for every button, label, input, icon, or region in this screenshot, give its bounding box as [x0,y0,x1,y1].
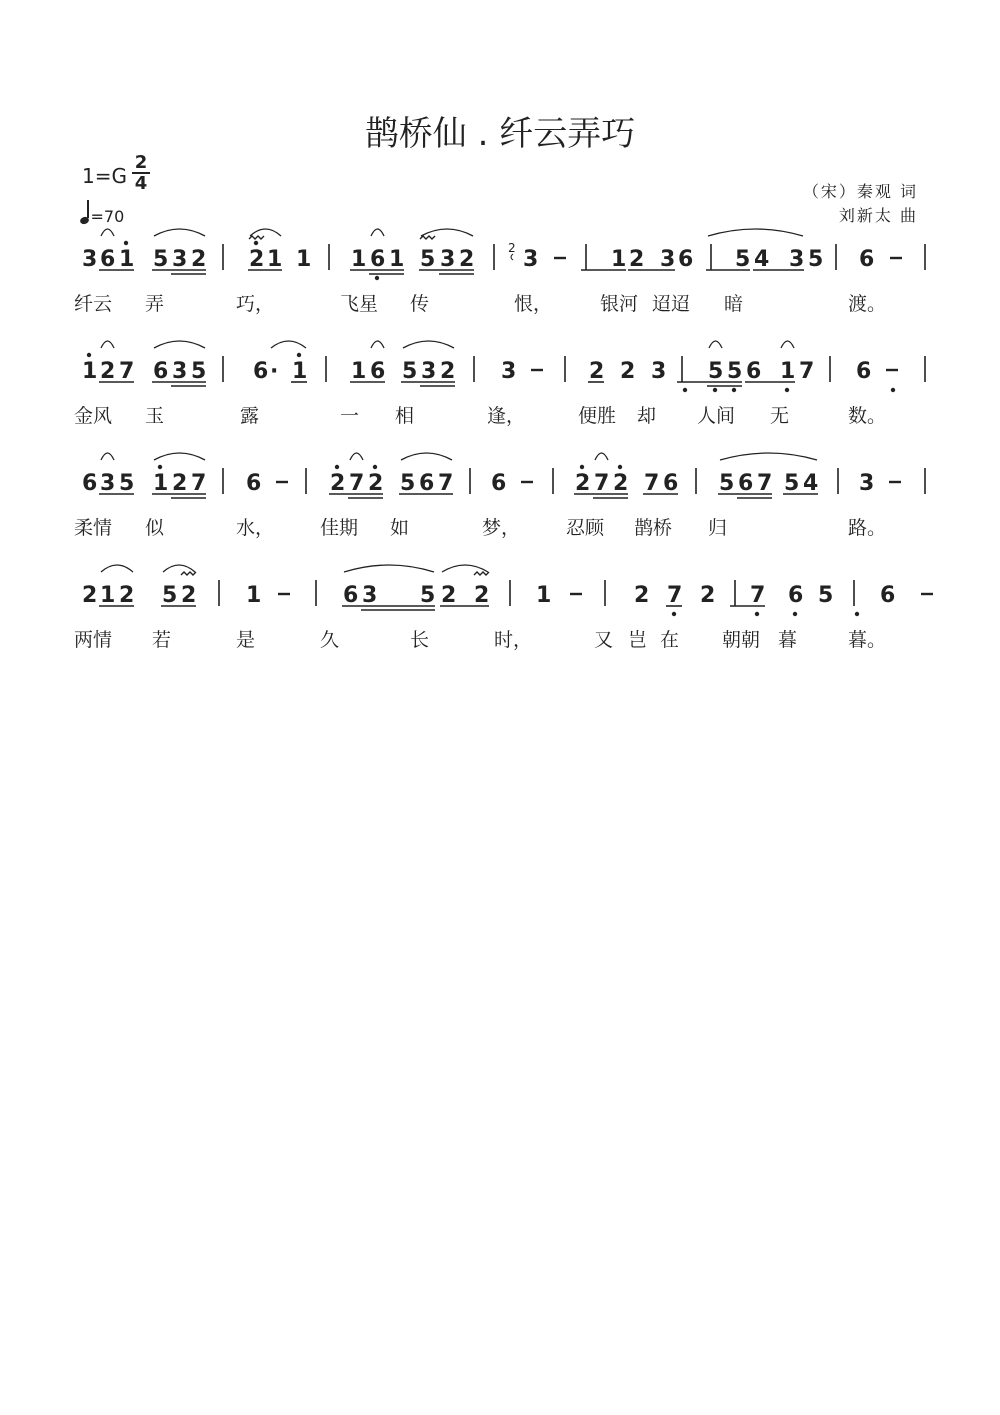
slur [709,341,722,348]
lyric-word: 暮。 [848,629,887,651]
note-digit: 6 [253,359,269,384]
octave-dot-above [124,241,128,245]
note-digit: 2 [634,583,650,608]
slur [163,565,195,572]
slur [403,341,454,348]
lyric-word: 便胜 [578,405,617,427]
note-digit: 1 [536,583,552,608]
slur [101,341,114,348]
lyric-word: 佳期 [320,517,359,539]
lyric-word: 人间 [697,405,736,427]
mordent-icon [420,236,435,239]
slur [401,453,452,460]
note-digit: 6 [419,471,435,496]
note-digit: 2 [474,583,490,608]
lyric-word: 暗 [724,293,744,315]
note-digit: 1 [351,247,367,272]
octave-dot-above [254,241,258,245]
note-digit: 6 [663,471,679,496]
lyric-word: 路。 [848,517,887,539]
lyric-word: 在 [660,629,680,651]
mordent-icon [181,572,196,575]
note-digit: 1 [100,583,116,608]
lyric-word: 玉 [145,405,165,427]
note-digit: 1 [82,359,98,384]
mordent-icon [249,236,264,239]
note-digit: 3 [421,359,437,384]
note-digit: 6 [746,359,762,384]
note-digit: 4 [754,247,770,272]
slur [154,341,205,348]
slur [371,341,384,348]
lyric-word: 如 [390,517,410,539]
note-digit: 2 [613,471,629,496]
note-digit: 3 [501,359,517,384]
lyric-word: 逢， [487,405,526,427]
lyric-word: 归 [708,517,728,539]
lyric-word: 长 [410,629,430,651]
octave-dot-below [891,388,895,392]
slur [720,453,817,460]
octave-dot-below [855,612,859,616]
note-digit: 2 [249,247,265,272]
octave-dot-below [713,388,717,392]
lyric-word: 鹊桥 [634,517,673,539]
note-digit: 5 [420,583,436,608]
note-digit: 2 [330,471,346,496]
note-digit: 3 [362,583,378,608]
note-digit: 2 [191,247,207,272]
note-digit: 5 [119,471,135,496]
lyric-word: 无 [770,405,790,427]
note-digit: 2 [100,359,116,384]
note-digit: 7 [349,471,365,496]
lyric-word: 久 [320,629,340,651]
note-digit: 1 [246,583,262,608]
octave-dot-above [158,465,162,469]
octave-dot-above [373,465,377,469]
lyric-word: 巧， [236,293,275,315]
lyric-word: 传 [410,293,430,315]
note-digit: 1 [153,471,169,496]
note-digit: 4 [803,471,819,496]
slur [154,229,205,236]
note-digit: 5 [153,247,169,272]
note-digit: 3 [440,247,456,272]
octave-dot-above [297,353,301,357]
note-digit: 7 [119,359,135,384]
note-digit: 5 [784,471,800,496]
note-digit: 7 [438,471,454,496]
slur [350,453,363,460]
note-digit: 2 [700,583,716,608]
lyric-word: 纤云 [74,293,113,315]
octave-dot-below [375,276,379,280]
note-digit: 1 [119,247,135,272]
note-digit: 3 [172,359,188,384]
note-digit: 5 [162,583,178,608]
note-digit: 6 [738,471,754,496]
slur [101,453,114,460]
note-digit: 6 [880,583,896,608]
note-digit: 1 [292,359,308,384]
note-digit: 5 [808,247,824,272]
note-digit: 6 [859,247,875,272]
mordent-icon [474,572,489,575]
note-digit: 2 [459,247,475,272]
lyric-word: 若 [152,629,172,651]
note-digit: 1 [780,359,796,384]
octave-dot-below [683,388,687,392]
note-digit: 7 [191,471,207,496]
slur [344,565,434,572]
slur [421,229,473,236]
note-digit: 6 [343,583,359,608]
lyric-word: 是 [236,629,256,651]
note-digit: 5 [719,471,735,496]
lyric-word: 梦， [482,517,521,539]
note-digit: 6 [856,359,872,384]
note-digit: 1 [351,359,367,384]
note-digit: 5 [818,583,834,608]
note-digit: 2 [620,359,636,384]
note-digit: 3 [172,247,188,272]
slur [154,453,205,460]
key-signature: 1=G [82,164,127,188]
octave-dot-above [618,465,622,469]
note-digit: 6 [788,583,804,608]
note-digit: 2 [589,359,605,384]
lyric-word: 岂 [628,629,648,651]
note-digit: 2 [82,583,98,608]
note-digit: 5 [727,359,743,384]
note-digit: 1 [389,247,405,272]
octave-dot-below [755,612,759,616]
slur [595,453,608,460]
note-digit: 1 [267,247,283,272]
note-digit: 7 [667,583,683,608]
lyric-word: 金风 [74,405,113,427]
note-digit: 7 [757,471,773,496]
lyric-word: 露 [240,405,260,427]
note-digit: 3 [660,247,676,272]
note-digit: 7 [799,359,815,384]
note-digit: 7 [644,471,660,496]
note-digit: 7 [594,471,610,496]
page-title: 鹊桥仙 . 纤云弄巧 [364,114,636,154]
octave-dot-above [335,465,339,469]
note-digit: 3 [523,247,539,272]
slur [442,565,488,572]
note-digit: 2 [368,471,384,496]
slur [371,229,384,236]
note-digit: 2 [441,583,457,608]
note-digit: 6 [491,471,507,496]
slur [250,229,281,236]
lyric-word: 一 [340,405,360,427]
lyric-word: 渡。 [848,293,887,315]
note-digit: 5 [402,359,418,384]
note-digit: 2 [440,359,456,384]
note-digit: 2 [119,583,135,608]
lyric-word: 飞星 [340,293,379,315]
note-digit: 3 [82,247,98,272]
note-digit: 7 [750,583,766,608]
slur [101,565,133,572]
lyric-word: 柔情 [74,517,113,539]
lyric-word: 弄 [145,293,165,315]
lyric-word: 时， [494,629,533,651]
note-digit: 5 [735,247,751,272]
time-signature-top: 2 [134,152,148,173]
lyric-word: 水， [236,517,275,539]
lyric-word: 暮 [778,629,798,651]
slur [271,341,306,348]
note-digit: 3 [789,247,805,272]
note-digit: 6 [370,359,386,384]
note-digit: 2 [181,583,197,608]
slur [101,229,114,236]
lyric-word: 忍顾 [566,517,605,539]
octave-dot-above [580,465,584,469]
lyric-word: 似 [145,517,165,539]
note-digit: 2 [575,471,591,496]
note-digit: 3 [651,359,667,384]
note-digit: 6 [370,247,386,272]
note-digit: 1 [611,247,627,272]
note-digit: 6 [153,359,169,384]
lyric-word: 数。 [848,405,887,427]
octave-dot-below [672,612,676,616]
note-digit: 6 [246,471,262,496]
note-digit: 3 [100,471,116,496]
lyric-word: 银河 [600,293,639,315]
octave-dot-below [732,388,736,392]
note-digit: 1 [296,247,312,272]
octave-dot-below [793,612,797,616]
lyric-word: 却 [637,405,657,427]
slur [781,341,794,348]
note-digit: 6 [82,471,98,496]
composer-credit: 刘新太 曲 [838,206,918,225]
octave-dot-below [785,388,789,392]
lyric-word: 相 [395,405,415,427]
octave-dot-above [87,353,91,357]
note-digit: 5 [420,247,436,272]
note-digit: 5 [191,359,207,384]
note-digit: 5 [708,359,724,384]
note-digit: 5 [400,471,416,496]
augmentation-dot: · [270,359,279,384]
lyric-word: 又 [594,629,614,651]
grace-note: 2 [508,241,516,255]
slur [708,229,803,236]
lyric-word: 两情 [74,629,113,651]
time-signature-bottom: 4 [132,172,150,193]
tempo-value: =70 [90,207,125,226]
note-digit: 6 [100,247,116,272]
note-digit: 6 [678,247,694,272]
note-digit: 2 [172,471,188,496]
lyric-word: 迢迢 [652,293,691,315]
lyric-word: 朝朝 [722,629,761,651]
note-digit: 2 [629,247,645,272]
lyricist-credit: （宋）秦观 词 [802,182,918,201]
note-digit: 3 [859,471,875,496]
lyric-word: 恨， [514,293,553,315]
